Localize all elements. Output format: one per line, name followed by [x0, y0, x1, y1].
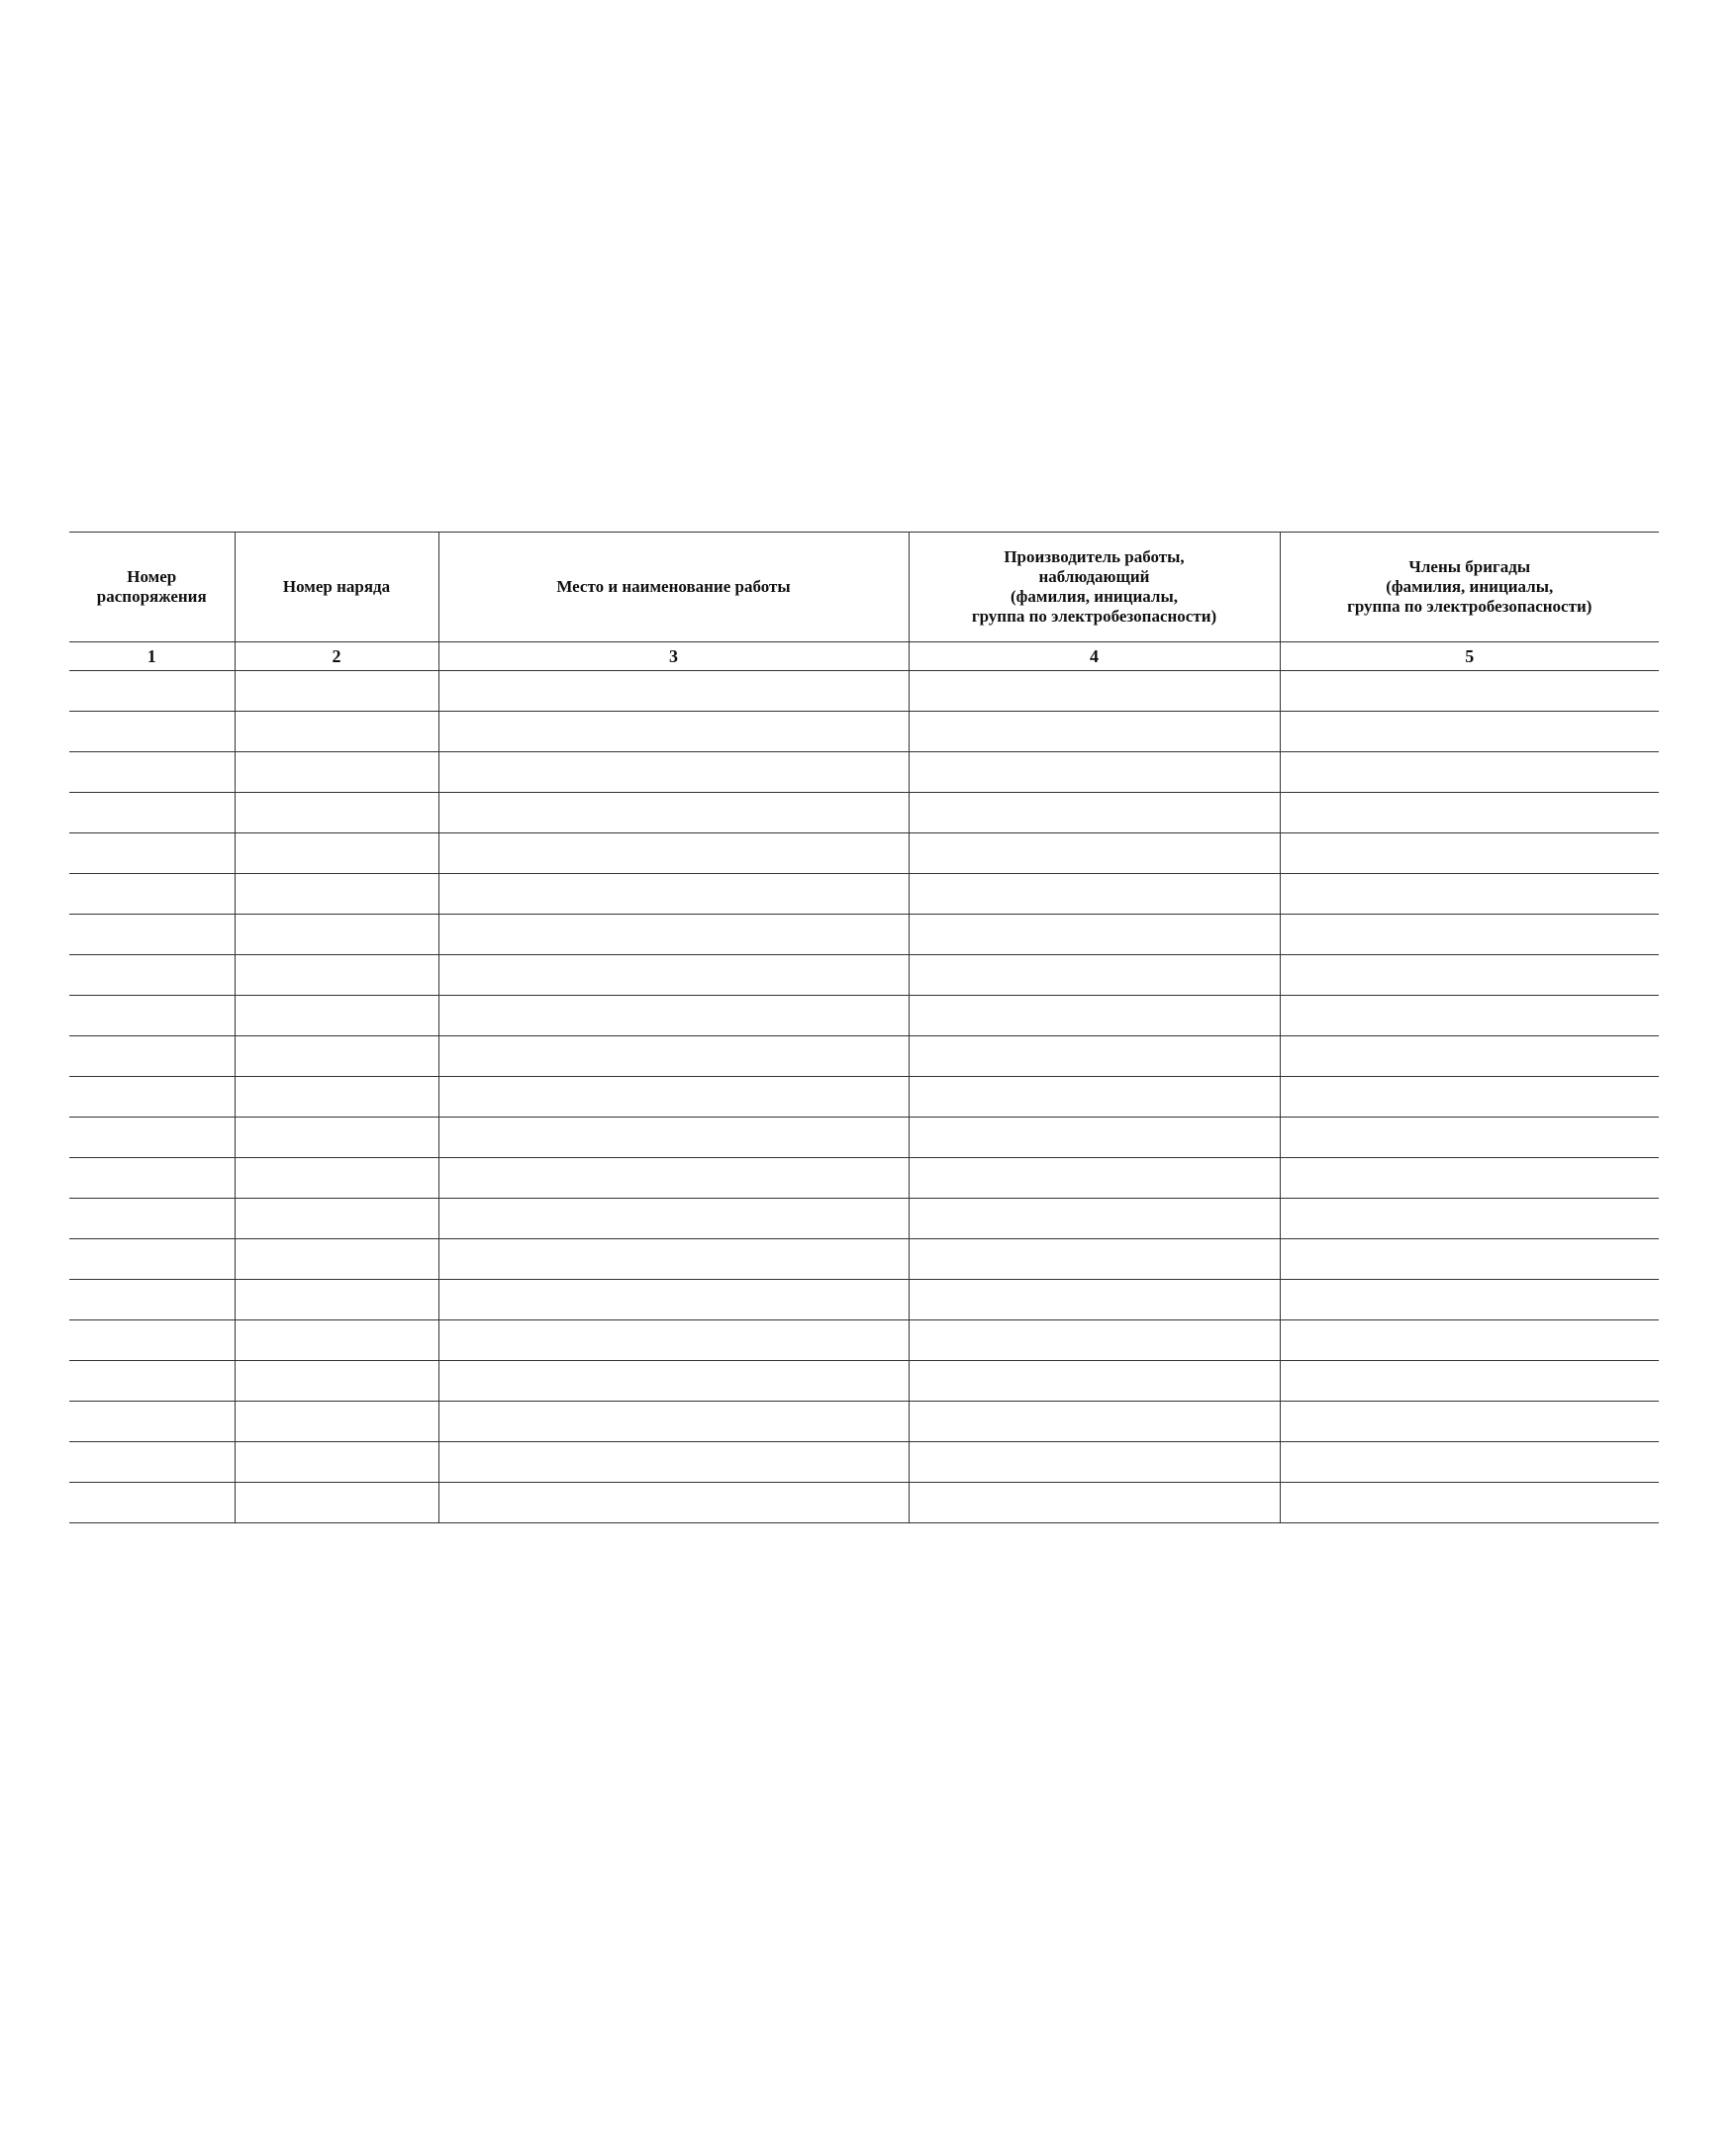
table-row	[69, 1036, 1659, 1077]
table-cell[interactable]	[69, 671, 235, 712]
table-cell[interactable]	[69, 1199, 235, 1239]
table-cell[interactable]	[438, 671, 909, 712]
table-cell[interactable]	[235, 752, 438, 793]
table-cell[interactable]	[69, 1158, 235, 1199]
table-cell[interactable]	[909, 874, 1280, 915]
table-cell[interactable]	[909, 915, 1280, 955]
table-cell[interactable]	[69, 1280, 235, 1320]
table-cell[interactable]	[235, 1239, 438, 1280]
table-row	[69, 1158, 1659, 1199]
column-number: 3	[438, 642, 909, 671]
table-cell[interactable]	[1280, 1361, 1659, 1402]
column-number-row	[69, 642, 1659, 671]
header-order-number: Номер распоряжения	[69, 533, 235, 642]
table-cell[interactable]	[235, 1280, 438, 1320]
table-cell[interactable]	[235, 1036, 438, 1077]
table-cell[interactable]	[235, 1077, 438, 1118]
table-cell[interactable]	[1280, 996, 1659, 1036]
table-cell[interactable]	[1280, 712, 1659, 752]
table-cell[interactable]	[69, 833, 235, 874]
table-cell[interactable]	[69, 874, 235, 915]
table-cell[interactable]	[909, 1320, 1280, 1361]
table-cell[interactable]	[438, 793, 909, 833]
table-row	[69, 1077, 1659, 1118]
table-row	[69, 915, 1659, 955]
table-cell[interactable]	[438, 874, 909, 915]
table-cell[interactable]	[1280, 1158, 1659, 1199]
table-cell[interactable]	[235, 1402, 438, 1442]
table-cell[interactable]	[1280, 1118, 1659, 1158]
header-work-supervisor: Производитель работы, наблюдающий (фамилия, инициалы, группа по электробезопасности)	[909, 533, 1280, 642]
table-cell[interactable]	[438, 1158, 909, 1199]
table-cell[interactable]	[909, 833, 1280, 874]
table-cell[interactable]	[909, 1483, 1280, 1523]
table-cell[interactable]	[438, 1118, 909, 1158]
table-row	[69, 712, 1659, 752]
table-cell[interactable]	[438, 752, 909, 793]
table-cell[interactable]	[438, 1239, 909, 1280]
table-cell[interactable]	[69, 1077, 235, 1118]
table-cell[interactable]	[1280, 793, 1659, 833]
table-cell[interactable]	[69, 955, 235, 996]
table-cell[interactable]	[909, 671, 1280, 712]
header-permit-number: Номер наряда	[235, 533, 438, 642]
table-body	[69, 671, 1659, 1523]
table-cell[interactable]	[235, 955, 438, 996]
table-cell[interactable]	[235, 1361, 438, 1402]
table-cell[interactable]	[1280, 1199, 1659, 1239]
table-cell[interactable]	[1280, 955, 1659, 996]
table-row	[69, 1402, 1659, 1442]
table-cell[interactable]	[69, 793, 235, 833]
table-row	[69, 1483, 1659, 1523]
table-cell[interactable]	[438, 1077, 909, 1118]
table-row	[69, 1442, 1659, 1483]
table-cell[interactable]	[438, 1483, 909, 1523]
header-work-place-and-name: Место и наименование работы	[438, 533, 909, 642]
table-row	[69, 1239, 1659, 1280]
table-cell[interactable]	[909, 712, 1280, 752]
table-cell[interactable]	[69, 1118, 235, 1158]
column-number: 1	[69, 642, 235, 671]
table-cell[interactable]	[69, 1483, 235, 1523]
table-cell[interactable]	[69, 1239, 235, 1280]
table-cell[interactable]	[1280, 1402, 1659, 1442]
table-cell[interactable]	[1280, 915, 1659, 955]
table-cell[interactable]	[1280, 874, 1659, 915]
header-team-members: Члены бригады (фамилия, инициалы, группа по электробезопасности)	[1280, 533, 1659, 642]
table-row	[69, 752, 1659, 793]
table-row	[69, 1199, 1659, 1239]
table-row	[69, 1320, 1659, 1361]
table-cell[interactable]	[69, 752, 235, 793]
table-cell[interactable]	[909, 793, 1280, 833]
table-header-row	[69, 533, 1659, 642]
table-cell[interactable]	[1280, 1320, 1659, 1361]
table-cell[interactable]	[438, 1036, 909, 1077]
table-cell[interactable]	[69, 712, 235, 752]
table-row	[69, 833, 1659, 874]
table-row	[69, 1280, 1659, 1320]
table-cell[interactable]	[438, 1442, 909, 1483]
table-cell[interactable]	[438, 996, 909, 1036]
table-cell[interactable]	[438, 955, 909, 996]
table-row	[69, 793, 1659, 833]
table-cell[interactable]	[909, 1402, 1280, 1442]
table-cell[interactable]	[235, 671, 438, 712]
table-cell[interactable]	[438, 1320, 909, 1361]
table-cell[interactable]	[909, 996, 1280, 1036]
table-row	[69, 1118, 1659, 1158]
table-cell[interactable]	[69, 1442, 235, 1483]
table-cell[interactable]	[1280, 1442, 1659, 1483]
table-cell[interactable]	[909, 1077, 1280, 1118]
table-cell[interactable]	[909, 1036, 1280, 1077]
column-number: 5	[1280, 642, 1659, 671]
table-cell[interactable]	[1280, 1077, 1659, 1118]
table-cell[interactable]	[69, 1361, 235, 1402]
table-cell[interactable]	[909, 1199, 1280, 1239]
table-cell[interactable]	[1280, 671, 1659, 712]
table-cell[interactable]	[909, 1158, 1280, 1199]
table-cell[interactable]	[235, 915, 438, 955]
table-cell[interactable]	[438, 1280, 909, 1320]
table-cell[interactable]	[438, 1361, 909, 1402]
table-cell[interactable]	[438, 712, 909, 752]
table-cell[interactable]	[1280, 1239, 1659, 1280]
table-cell[interactable]	[438, 833, 909, 874]
table-cell[interactable]	[909, 1442, 1280, 1483]
table-cell[interactable]	[438, 1402, 909, 1442]
table-cell[interactable]	[235, 1118, 438, 1158]
table-row	[69, 996, 1659, 1036]
table-cell[interactable]	[1280, 1036, 1659, 1077]
table-cell[interactable]	[1280, 1280, 1659, 1320]
table-cell[interactable]	[69, 1320, 235, 1361]
table-cell[interactable]	[438, 915, 909, 955]
table-row	[69, 671, 1659, 712]
table-cell[interactable]	[235, 874, 438, 915]
table-cell[interactable]	[909, 752, 1280, 793]
table-cell[interactable]	[909, 1118, 1280, 1158]
table-cell[interactable]	[909, 1239, 1280, 1280]
column-number: 4	[909, 642, 1280, 671]
table-cell[interactable]	[235, 1483, 438, 1523]
table-cell[interactable]	[69, 915, 235, 955]
table-cell[interactable]	[235, 1320, 438, 1361]
table-row	[69, 874, 1659, 915]
table-cell[interactable]	[235, 712, 438, 752]
table-cell[interactable]	[69, 1402, 235, 1442]
table-cell[interactable]	[235, 1158, 438, 1199]
table-cell[interactable]	[235, 833, 438, 874]
table-cell[interactable]	[909, 1361, 1280, 1402]
table-cell[interactable]	[1280, 833, 1659, 874]
table-cell[interactable]	[235, 1442, 438, 1483]
table-row	[69, 1361, 1659, 1402]
table-cell[interactable]	[1280, 752, 1659, 793]
table-cell[interactable]	[909, 1280, 1280, 1320]
column-number: 2	[235, 642, 438, 671]
table-cell[interactable]	[235, 1199, 438, 1239]
table-cell[interactable]	[909, 955, 1280, 996]
table-cell[interactable]	[438, 1199, 909, 1239]
table-cell[interactable]	[69, 1036, 235, 1077]
table-cell[interactable]	[1280, 1483, 1659, 1523]
table-cell[interactable]	[235, 793, 438, 833]
table-cell[interactable]	[69, 996, 235, 1036]
table-row	[69, 955, 1659, 996]
table-cell[interactable]	[235, 996, 438, 1036]
work-orders-table	[69, 532, 1659, 1523]
